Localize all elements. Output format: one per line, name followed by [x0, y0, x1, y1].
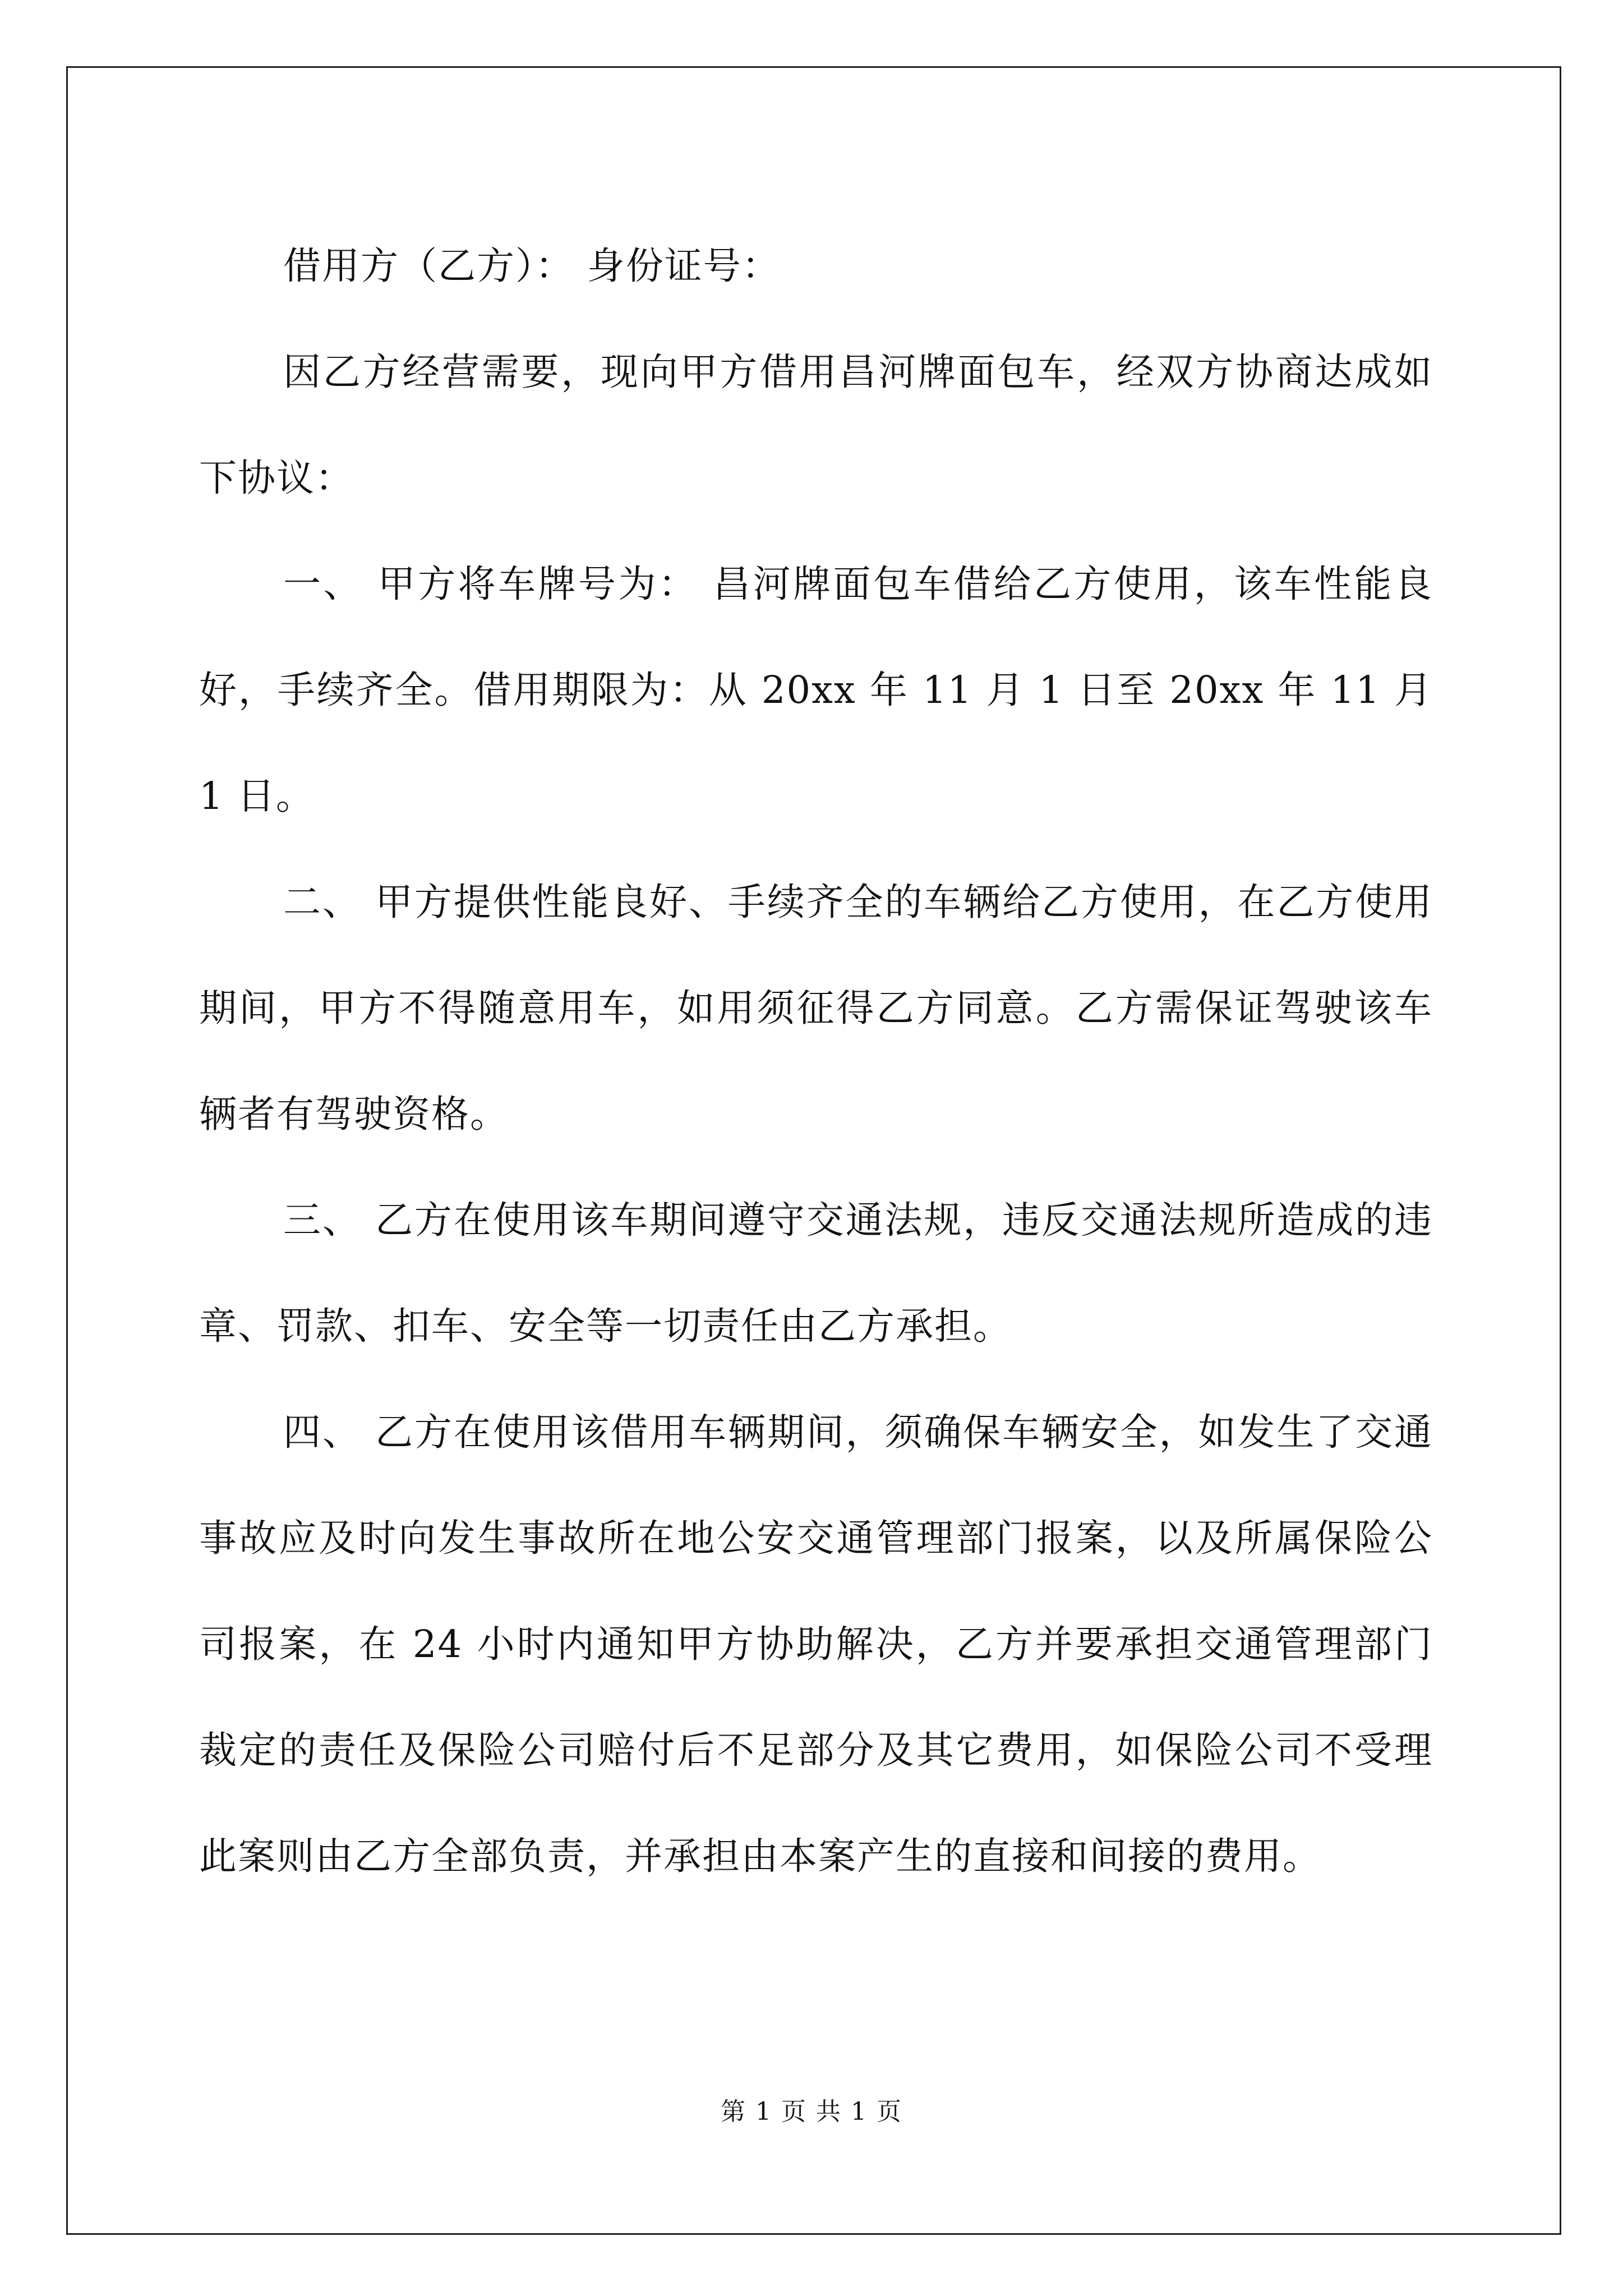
paragraph-clause-2: 二、 甲方提供性能良好、手续齐全的车辆给乙方使用，在乙方使用期间，甲方不得随意用车，如用须征得乙方同意。乙方需保证驾驶该车辆者有驾驶资格。 — [199, 880, 1433, 1136]
document-body — [199, 213, 1433, 1910]
paragraph-borrower-info: 借用方（乙方）： 身份证号： — [283, 244, 781, 288]
paragraph-clause-1: 一、 甲方将车牌号为： 昌河牌面包车借给乙方使用，该车性能良好，手续齐全。借用期限为：从 20xx 年 11 月 1 日至 20xx 年 11 月 1 日。 — [199, 562, 1433, 818]
paragraph-preamble: 因乙方经营需要，现向甲方借用昌河牌面包车，经双方协商达成如下协议： — [199, 350, 1433, 500]
paragraph-clause-4: 四、 乙方在使用该借用车辆期间，须确保车辆安全，如发生了交通事故应及时向发生事故所在地公安交通管理部门报案，以及所属保险公司报案，在 24 小时内通知甲方协助解决，乙方并要承担交通管理部门裁定的责任及保险公司赔付后不足部分及其它费用，如保险公司不受理此案则由乙方全部负责，并承担由本案产生的直接和间接的费用。 — [199, 1410, 1433, 1878]
page-footer: 第 1 页 共 1 页 — [721, 2097, 902, 2126]
paragraph-clause-3: 三、 乙方在使用该车期间遵守交通法规，违反交通法规所造成的违章、罚款、扣车、安全等一切责任由乙方承担。 — [199, 1198, 1433, 1348]
